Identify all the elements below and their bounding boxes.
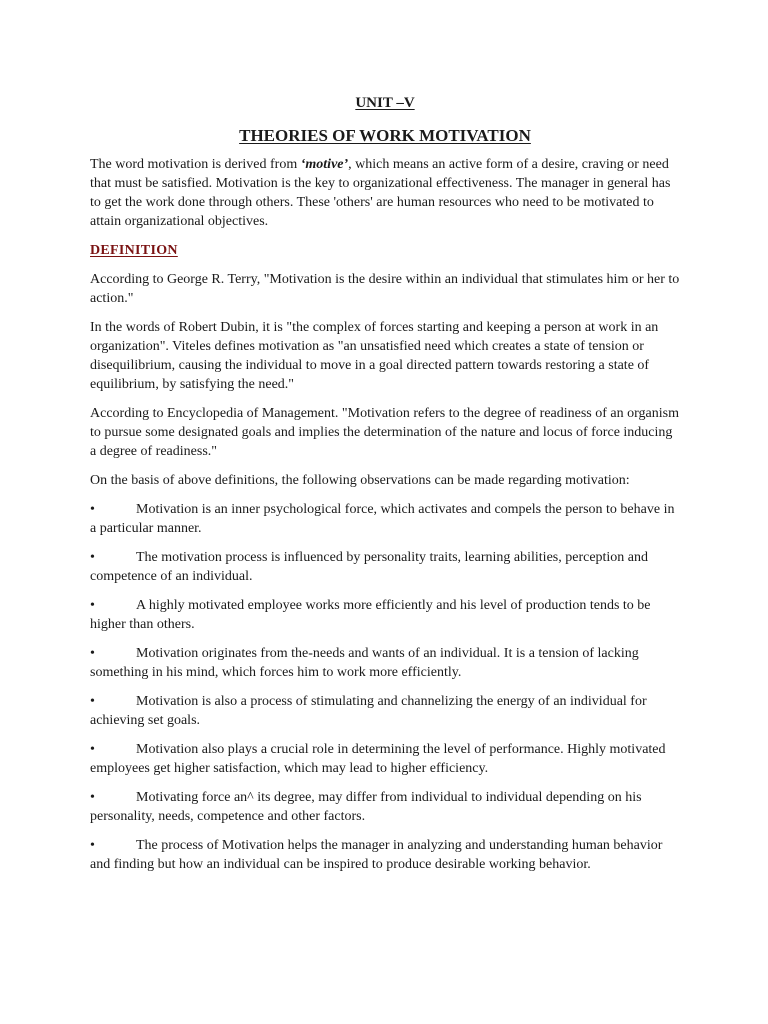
bullet-text: Motivation also plays a crucial role in determining the level of performance. Highly motivated employees get higher satisfaction, which may lead to higher efficiency.: [90, 742, 666, 776]
bullet-text: The motivation process is influenced by personality traits, learning abilities, perception and competence of an individual.: [90, 550, 649, 584]
bullet-item: [90, 548, 680, 586]
bullet-item: [90, 836, 680, 874]
bullet-text: Motivating force an^ its degree, may differ from individual to individual depending on his personality, needs, competence and other factors.: [90, 790, 642, 824]
bullet-text: Motivation is an inner psychological force, which activates and compels the person to behave in a particular manner.: [90, 502, 675, 536]
definition-dubin-viteles: In the words of Robert Dubin, it is "the complex of forces starting and keeping a person at work in an organization". Viteles defines motivation as "an unsatisfied need which creates a state of tension or disequilibrium, causing the individual to move in a goal directed pattern towards restoring a state of equilibrium, by satisfying the need.": [90, 320, 659, 392]
bullet-text: The process of Motivation helps the manager in analyzing and understanding human behavior and finding but how an individual can be inspired to produce desirable working behavior.: [90, 838, 663, 872]
intro-text-before: The word motivation is derived from: [90, 157, 301, 172]
bullet-icon: •: [90, 502, 95, 517]
bullet-text: Motivation originates from the-needs and wants of an individual. It is a tension of lacking something in his mind, which forces him to work more efficiently.: [90, 646, 639, 680]
unit-title: UNIT –V: [355, 95, 415, 111]
bullet-icon: •: [90, 550, 95, 565]
bullet-icon: •: [90, 790, 95, 805]
bullet-item: [90, 500, 680, 538]
definition-terry: According to George R. Terry, "Motivation is the desire within an individual that stimulates him or her to action.": [90, 272, 680, 306]
observations-intro: On the basis of above definitions, the following observations can be made regarding motivation:: [90, 473, 630, 488]
bullet-text: Motivation is also a process of stimulating and channelizing the energy of an individual for achieving set goals.: [90, 694, 647, 728]
bullet-item: [90, 596, 680, 634]
document-page: [90, 94, 680, 884]
intro-text-after: , which means an active form of a desire, craving or need that must be satisfied. Motivation is the key to organizational effectiveness. The manager in general has to get the work done through others. These 'others' are human resources who need to be motivated to attain organizational objectives.: [90, 157, 671, 229]
bullet-icon: •: [90, 742, 95, 757]
bullet-icon: •: [90, 838, 95, 853]
bullet-icon: •: [90, 694, 95, 709]
bullet-item: [90, 644, 680, 682]
intro-emphasis: ‘motive’: [300, 157, 349, 172]
intro-paragraph: [90, 155, 680, 231]
bullet-item: [90, 788, 680, 826]
bullet-text: A highly motivated employee works more efficiently and his level of production tends to be higher than others.: [90, 598, 651, 632]
definition-heading: DEFINITION: [90, 243, 178, 258]
main-title: THEORIES OF WORK MOTIVATION: [239, 126, 531, 145]
bullet-icon: •: [90, 598, 95, 613]
definition-encyclopedia: According to Encyclopedia of Management. "Motivation refers to the degree of readiness of an organism to pursue some designated goals and implies the determination of the nature and locus of force inducing a degree of readiness.": [90, 406, 679, 459]
bullet-icon: •: [90, 646, 95, 661]
bullet-item: [90, 740, 680, 778]
bullet-item: [90, 692, 680, 730]
